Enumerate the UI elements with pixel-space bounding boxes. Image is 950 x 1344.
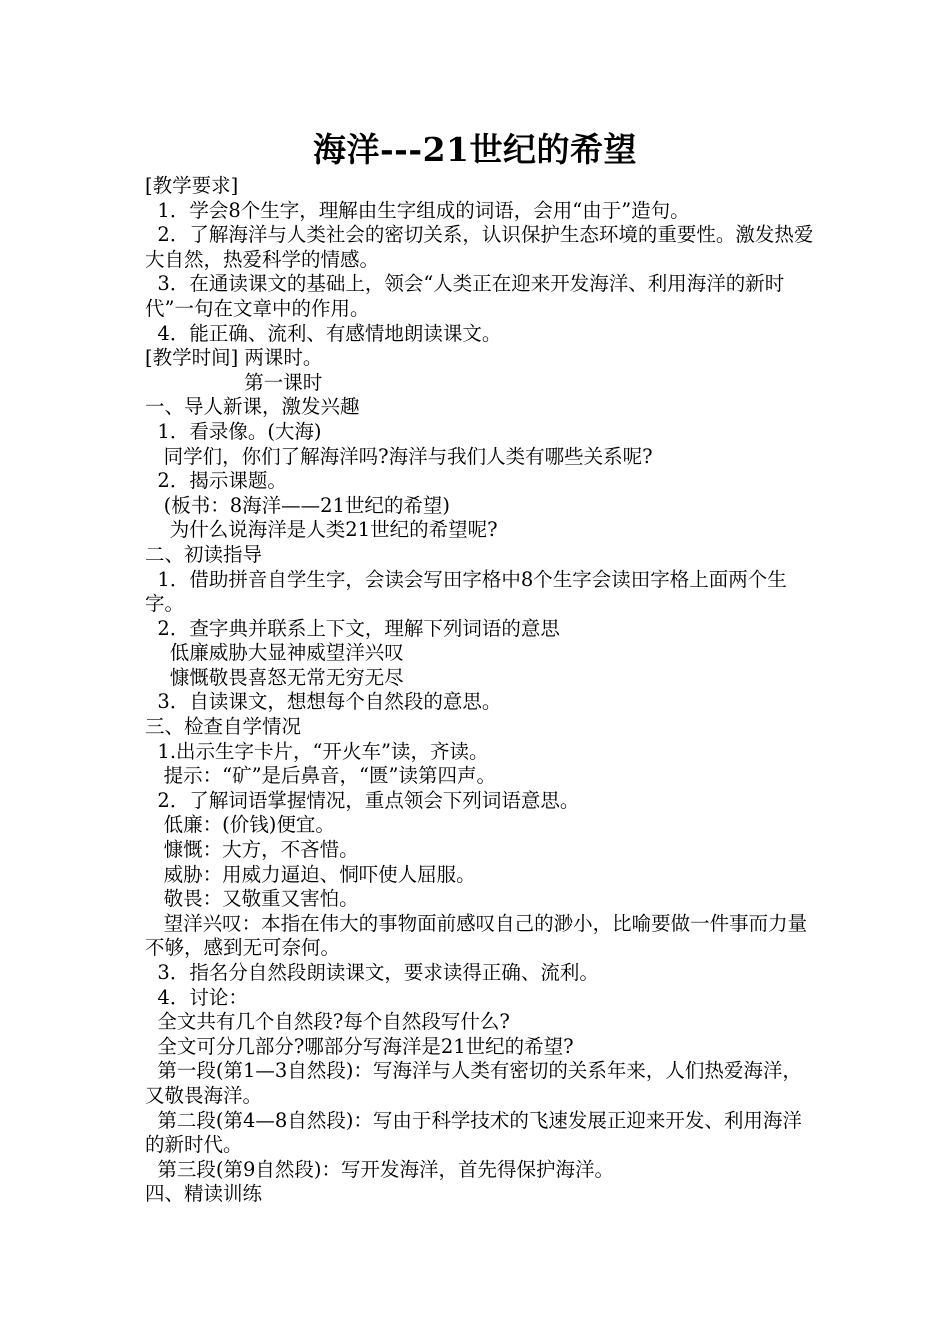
document-title: 海洋---21世纪的希望 <box>312 130 637 169</box>
text-line: 慷慨敬畏喜怒无常无穷无尽 <box>145 665 404 689</box>
text-line: 4．能正确、流利、有感情地朗读课文。 <box>145 321 502 345</box>
text-line: 2．了解词语掌握情况，重点领会下列词语意思。 <box>145 788 580 812</box>
text-line: 一、导人新课，激发兴趣 <box>145 395 360 419</box>
text-line: 1．借助拼音自学生字，会读会写田字格中8个生字会读田字格上面两个生字。 <box>145 567 787 616</box>
document-body <box>145 174 815 1207</box>
text-line: 提示：“矿”是后鼻音，“匮”读第四声。 <box>145 764 496 788</box>
text-line: 第一课时 <box>145 370 323 394</box>
text-line: 全文可分几部分?哪部分写海洋是21世纪的希望? <box>145 1034 574 1058</box>
text-line: 威胁：用威力逼迫、恫吓使人屈服。 <box>145 862 476 886</box>
text-line: 1．看录像。(大海) <box>145 419 322 443</box>
text-line: (板书：8海洋——21世纪的希望) <box>145 493 451 517</box>
text-line: 二、初读指导 <box>145 542 263 566</box>
text-line: 4．讨论： <box>145 985 248 1009</box>
text-line: 3．指名分自然段朗读课文，要求读得正确、流利。 <box>145 961 599 984</box>
text-line: 2．揭示课题。 <box>145 469 287 493</box>
text-line: 低廉威胁大显神威望洋兴叹 <box>145 641 404 665</box>
text-line: 慷慨：大方，不吝惜。 <box>145 838 359 862</box>
text-line: 低廉：(价钱)便宜。 <box>145 813 335 837</box>
text-line: 3．在通读课文的基础上，领会“人类正在迎来开发海洋、利用海洋的新时代”一句在文章中的作用。 <box>145 272 785 320</box>
text-line: [教学时间] 两课时。 <box>145 346 323 370</box>
text-line: 三、检查自学情况 <box>145 715 302 739</box>
text-line: 第三段(第9自然段)：写开发海洋，首先得保护海洋。 <box>145 1157 615 1181</box>
text-line: 2．了解海洋与人类社会的密切关系，认识保护生态环境的重要性。激发热爱大自然，热爱科学的情感。 <box>145 223 814 271</box>
text-line: 3．自读课文，想想每个自然段的意思。 <box>145 690 502 714</box>
text-line: 敬畏：又敬重又害怕。 <box>145 887 359 911</box>
text-line: 第二段(第4—8自然段)：写由于科学技术的飞速发展正迎来开发、利用海洋的新时代。 <box>145 1108 802 1157</box>
text-line: 全文共有几个自然段?每个自然段写什么? <box>145 1010 510 1034</box>
text-line: 第一段(第1—3自然段)：写海洋与人类有密切的关系年来，人们热爱海洋，又敬畏海洋。 <box>145 1059 802 1107</box>
text-line: 同学们，你们了解海洋吗?海洋与我们人类有哪些关系呢? <box>145 444 653 468</box>
text-line: 四、精读训练 <box>145 1182 263 1206</box>
text-line: 1.出示生字卡片，“开火车”读，齐读。 <box>145 739 489 763</box>
text-line: 望洋兴叹：本指在伟大的事物面前感叹自己的渺小，比喻要做一件事而力量不够，感到无可奈何。 <box>145 911 808 960</box>
text-line: 2．查字典并联系上下文，理解下列词语的意思 <box>145 616 560 640</box>
text-line: 为什么说海洋是人类21世纪的希望呢? <box>145 518 498 542</box>
text-line: [教学要求] <box>145 174 239 197</box>
text-line: 1．学会8个生字，理解由生字组成的词语，会用“由于”造句。 <box>145 198 690 222</box>
